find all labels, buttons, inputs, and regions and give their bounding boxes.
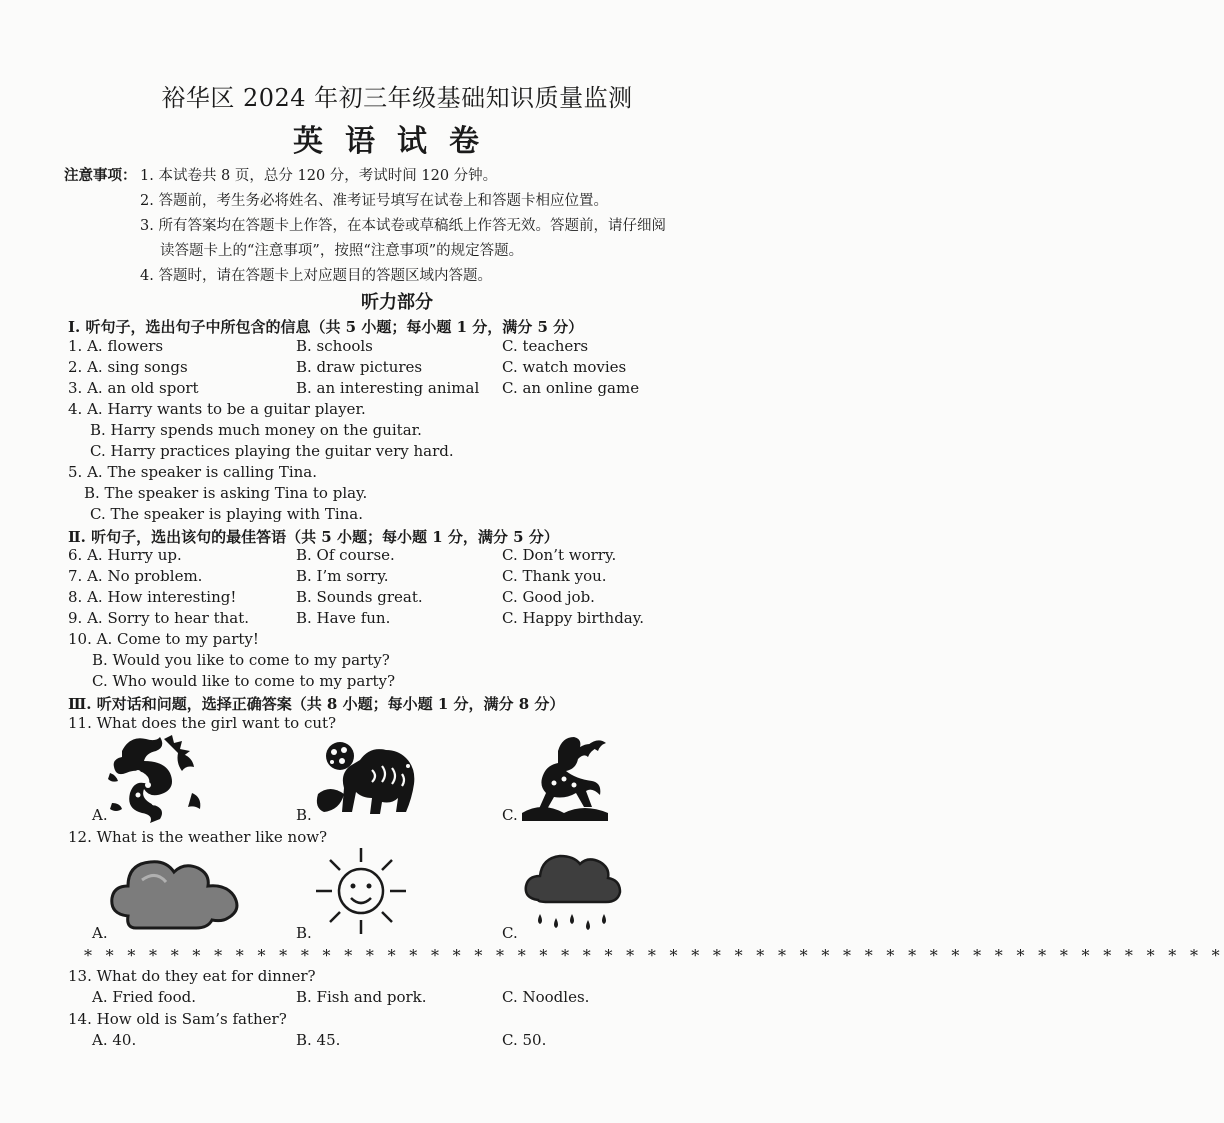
q5-option-a: 5. A. The speaker is calling Tina.: [68, 463, 317, 481]
q10-option-c: C. Who would like to come to my party?: [92, 672, 396, 690]
q14-option-b: B. 45.: [296, 1031, 341, 1049]
q9-option-c: C. Happy birthday.: [502, 609, 645, 627]
q3-option-b: B. an interesting animal: [296, 379, 480, 397]
q13-option-a: A. Fried food.: [92, 988, 196, 1006]
q1-option-b: B. schools: [296, 337, 373, 355]
part2-heading: Ⅱ. 听句子，选出该句的最佳答语（共 5 小题；每小题 1 分，满分 5 分）: [68, 528, 559, 546]
rainy-icon: [520, 850, 622, 942]
q11-option-c: C.: [502, 806, 518, 824]
q3-option-c: C. an online game: [502, 379, 640, 397]
exam-title: 裕华区 2024 年初三年级基础知识质量监测: [161, 84, 633, 112]
q4-option-b: B. Harry spends much money on the guitar.: [90, 421, 422, 439]
q2-option-a: 2. A. sing songs: [68, 358, 188, 376]
q12-option-b: B.: [296, 924, 312, 942]
sunny-icon: [312, 846, 410, 936]
section-heading: 听力部分: [361, 292, 433, 313]
q11-option-b: B.: [296, 806, 312, 824]
note-item: 1. 本试卷共 8 页，总分 120 分，考试时间 120 分钟。: [140, 168, 498, 184]
note-item: 3. 所有答案均在答题卡上作答，在本试卷或草稿纸上作答无效。答题前，请仔细阅: [140, 218, 666, 234]
q11-option-a: A.: [92, 806, 108, 824]
dragon-papercut-icon: [108, 733, 214, 825]
q13-option-c: C. Noodles.: [502, 988, 590, 1006]
q14-option-a: A. 40.: [92, 1031, 137, 1049]
q7-option-a: 7. A. No problem.: [68, 567, 203, 585]
q14-question: 14. How old is Sam’s father?: [68, 1010, 287, 1028]
q12-question: 12. What is the weather like now?: [68, 828, 328, 846]
part1-heading: Ⅰ. 听句子，选出句子中所包含的信息（共 5 小题；每小题 1 分，满分 5 分）: [68, 318, 584, 336]
q9-option-a: 9. A. Sorry to hear that.: [68, 609, 250, 627]
note-item: 读答题卡上的“注意事项”，按照“注意事项”的规定答题。: [160, 243, 524, 259]
note-item: 4. 答题时，请在答题卡上对应题目的答题区域内答题。: [140, 268, 492, 284]
q3-option-a: 3. A. an old sport: [68, 379, 199, 397]
cloudy-icon: [108, 850, 244, 934]
part3-heading: Ⅲ. 听对话和问题，选择正确答案（共 8 小题；每小题 1 分，满分 8 分）: [68, 695, 565, 713]
q4-option-a: 4. A. Harry wants to be a guitar player.: [68, 400, 366, 418]
q8-option-c: C. Good job.: [502, 588, 595, 606]
exam-subtitle: 英语试卷: [293, 124, 501, 159]
q12-option-c: C.: [502, 924, 518, 942]
tiger-papercut-icon: [312, 734, 424, 826]
q12-option-a: A.: [92, 924, 108, 942]
star-divider: * * * * * * * * * * * * * * * * * * * * * * * * * * * * * * * * * * * * * * * * * * * * * * * * * * * * *: [84, 946, 1224, 965]
note-item: 2. 答题前，考生务必将姓名、准考证号填写在试卷上和答题卡相应位置。: [140, 193, 608, 209]
q5-option-c: C. The speaker is playing with Tina.: [90, 505, 363, 523]
q6-option-a: 6. A. Hurry up.: [68, 546, 182, 564]
q2-option-c: C. watch movies: [502, 358, 627, 376]
q8-option-a: 8. A. How interesting!: [68, 588, 237, 606]
q7-option-c: C. Thank you.: [502, 567, 607, 585]
q6-option-b: B. Of course.: [296, 546, 395, 564]
q1-option-a: 1. A. flowers: [68, 337, 164, 355]
q10-option-a: 10. A. Come to my party!: [68, 630, 259, 648]
horse-papercut-icon: [518, 733, 614, 825]
q4-option-c: C. Harry practices playing the guitar very hard.: [90, 442, 454, 460]
q13-question: 13. What do they eat for dinner?: [68, 967, 316, 985]
q8-option-b: B. Sounds great.: [296, 588, 423, 606]
q5-option-b: B. The speaker is asking Tina to play.: [84, 484, 368, 502]
q13-option-b: B. Fish and pork.: [296, 988, 427, 1006]
q9-option-b: B. Have fun.: [296, 609, 391, 627]
q11-question: 11. What does the girl want to cut?: [68, 714, 337, 732]
notes-label: 注意事项：: [64, 167, 137, 184]
q14-option-c: C. 50.: [502, 1031, 547, 1049]
q6-option-c: C. Don’t worry.: [502, 546, 617, 564]
q2-option-b: B. draw pictures: [296, 358, 423, 376]
q7-option-b: B. I’m sorry.: [296, 567, 389, 585]
q10-option-b: B. Would you like to come to my party?: [92, 651, 390, 669]
q1-option-c: C. teachers: [502, 337, 589, 355]
